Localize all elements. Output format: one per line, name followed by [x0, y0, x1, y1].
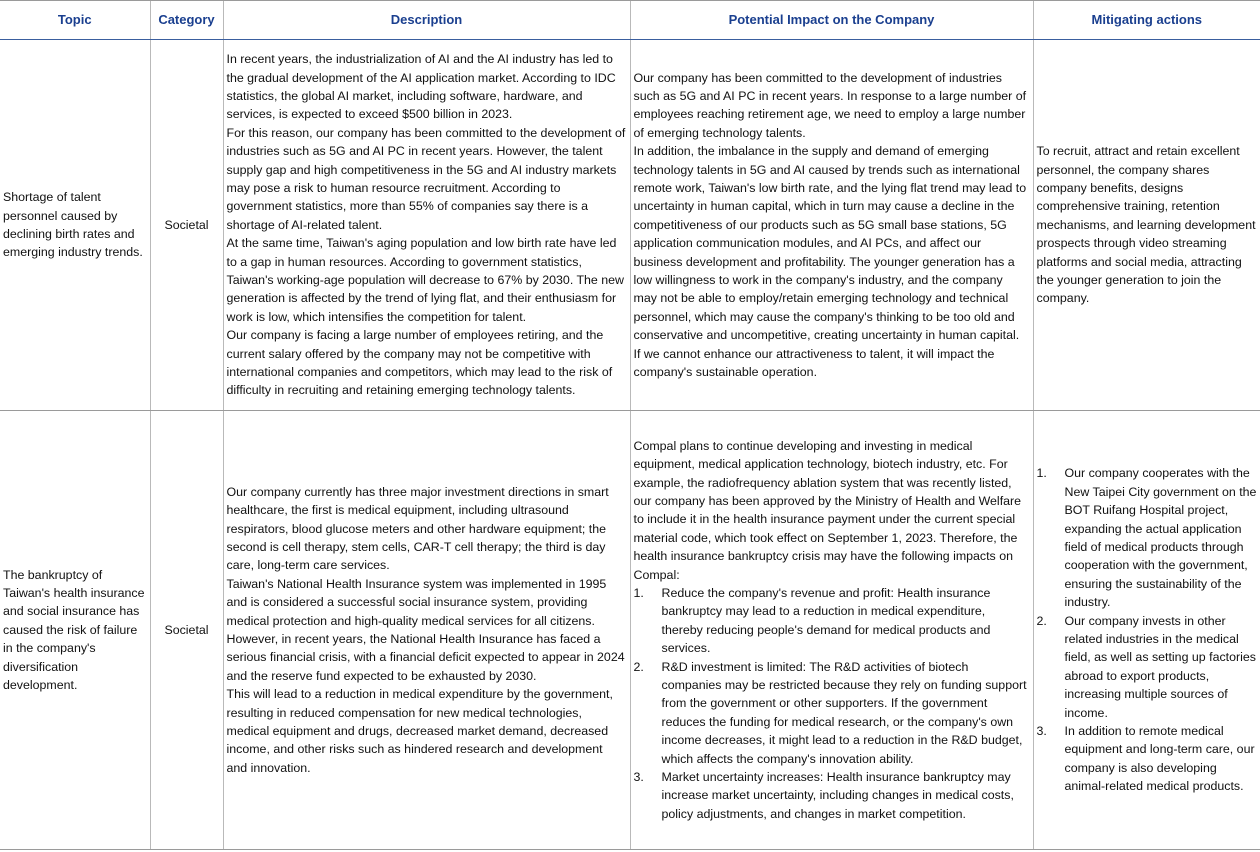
description-paragraph: For this reason, our company has been committed to the development of industries such as 5G and AI PC in recent years. However, the talent supply gap and high competitiveness in the 5G and AI industry markets may pose a risk to human resource recruitment. According to government statistics, more than 55% of companies say there is a shortage of AI-related talent. [226, 125, 626, 232]
impact-cell [630, 40, 1033, 411]
list-number: 3. [1036, 724, 1047, 739]
list-number: 1. [1036, 466, 1047, 481]
impact-list [634, 584, 1030, 823]
mitigation-list-item [1037, 464, 1258, 611]
impact-list-item [634, 768, 1030, 823]
category-cell: Societal [150, 411, 223, 850]
list-item-text: R&D investment is limited: The R&D activities of biotech companies may be restricted because they rely on funding support from the government or other supporters. If the government reduces the funding for medical research, or the company's own income decreases, it might lead to a reduction in the R&D budget, which affects the company's innovation ability. [661, 659, 1027, 766]
description-cell [223, 411, 630, 850]
table-row [0, 40, 1260, 411]
list-item-text: In addition to remote medical equipment and long-term care, our company is also developing animal-related medical products. [1064, 724, 1255, 794]
description-paragraph: Taiwan's National Health Insurance system was implemented in 1995 and is considered a successful social insurance system, providing medical protection and high-quality medical services for all citizens. However, in recent years, the National Health Insurance has faced a serious financial crisis, with a financial deficit expected to appear in 2024 and the reserve fund expected to be exhausted by 2030. [226, 576, 625, 683]
topic-cell: Shortage of talent personnel caused by declining birth rates and emerging industry trends. [0, 40, 150, 411]
list-item-text: Market uncertainty increases: Health insurance bankruptcy may increase market uncertainty, including changes in medical costs, policy adjustments, and changes in market competition. [661, 770, 1014, 821]
list-number: 2. [633, 659, 644, 674]
impact-list-item [634, 584, 1030, 658]
list-number: 1. [633, 585, 644, 600]
topic-cell: The bankruptcy of Taiwan's health insurance and social insurance has caused the risk of failure in the company's diversification development. [0, 411, 150, 850]
category-cell: Societal [150, 40, 223, 411]
description-cell [223, 40, 630, 411]
table-header-row [0, 1, 1260, 40]
mitigation-list [1037, 464, 1258, 795]
mitigation-list-item [1037, 612, 1258, 722]
header-impact: Potential Impact on the Company [630, 1, 1033, 40]
header-description: Description [223, 1, 630, 40]
impact-paragraph: Our company has been committed to the development of industries such as 5G and AI PC in recent years. In response to a large number of employees reaching retirement age, we need to employ a large number of emerging technology talents. [633, 70, 1027, 140]
header-topic: Topic [0, 1, 150, 40]
description-paragraph: Our company currently has three major investment directions in smart healthcare, the first is medical equipment, including ultrasound respirators, blood glucose meters and other hardware equipment; the second is cell therapy, stem cells, CAR-T cell therapy; the third is day care, long-term care services. [226, 484, 609, 573]
mitigation-cell [1033, 40, 1260, 411]
description-paragraph: Our company is facing a large number of employees retiring, and the current salary offered by the company may not be competitive with international companies and competitors, which may lead to the risk of difficulty in recruiting and retaining emerging technology talents. [226, 328, 613, 398]
list-number: 2. [1036, 613, 1047, 628]
table-row [0, 411, 1260, 850]
impact-paragraph: In addition, the imbalance in the supply and demand of emerging technology talents in 5G and AI caused by trends such as international remote work, Taiwan's low birth rate, and the lying flat trend may lead to uncertainty in human capital, which in turn may cause a decline in the competitiveness of our products such as 5G small base stations, 5G application communication modules, and AI PCs, and affect our business development and profitability. The younger generation has a low willingness to work in the company's industry, and the company may not be able to employ/retain emerging technology and technical personnel, which may cause the company's thinking to be too old and conservative and uncompetitive, creating uncertainty in human capital. If we cannot enhance our attractiveness to talent, it will impact the company's sustainable operation. [633, 144, 1027, 380]
mitigation-cell [1033, 411, 1260, 850]
description-paragraph: In recent years, the industrialization of AI and the AI industry has led to the gradual development of the AI application market. According to IDC statistics, the global AI market, including software, hardware, and services, is expected to exceed $500 billion in 2023. [226, 52, 616, 122]
list-item-text: Our company invests in other related industries in the medical field, as well as setting up factories abroad to export products, increasing multiple sources of income. [1064, 613, 1256, 720]
impact-list-item [634, 658, 1030, 768]
header-category: Category [150, 1, 223, 40]
description-paragraph: This will lead to a reduction in medical expenditure by the government, resulting in reduced compensation for new medical technologies, medical equipment and drugs, decreased market demand, decreased income, and other risks such as hindered research and development and innovation. [226, 687, 613, 775]
list-number: 3. [633, 770, 644, 785]
impact-paragraph: Compal plans to continue developing and investing in medical equipment, medical application technology, biotech industry, etc. For example, the radiofrequency ablation system that was recently listed, our company has been approved by the Ministry of Health and Welfare to include it in the health insurance payment under the current special material code, which took effect on September 1, 2023. Therefore, the health insurance bankruptcy crisis may have the following impacts on Compal: [633, 438, 1022, 582]
list-item-text: Reduce the company's revenue and profit: Health insurance bankruptcy may lead to a reduction in medical expenditure, thereby reducing people's demand for medical products and services. [661, 585, 991, 656]
list-item-text: Our company cooperates with the New Taipei City government on the BOT Ruifang Hospital project, expanding the actual application field of medical products through cooperation with the government, ensuring the sustainability of the industry. [1064, 466, 1257, 610]
mitigation-list-item [1037, 722, 1258, 796]
mitigation-paragraph: To recruit, attract and retain excellent personnel, the company shares company benefits, designs comprehensive training, retention mechanisms, and learning development prospects through video streaming platforms and social media, attracting the younger generation to join the company. [1036, 144, 1256, 306]
description-paragraph: At the same time, Taiwan's aging population and low birth rate have led to a gap in human resources. According to government statistics, Taiwan's working-age population will decrease to 67% by 2030. The new generation is affected by the trend of lying flat, and their enthusiasm for work is low, which intensifies the competition for talent. [226, 236, 624, 324]
impact-cell [630, 411, 1033, 850]
header-mitigation: Mitigating actions [1033, 1, 1260, 40]
